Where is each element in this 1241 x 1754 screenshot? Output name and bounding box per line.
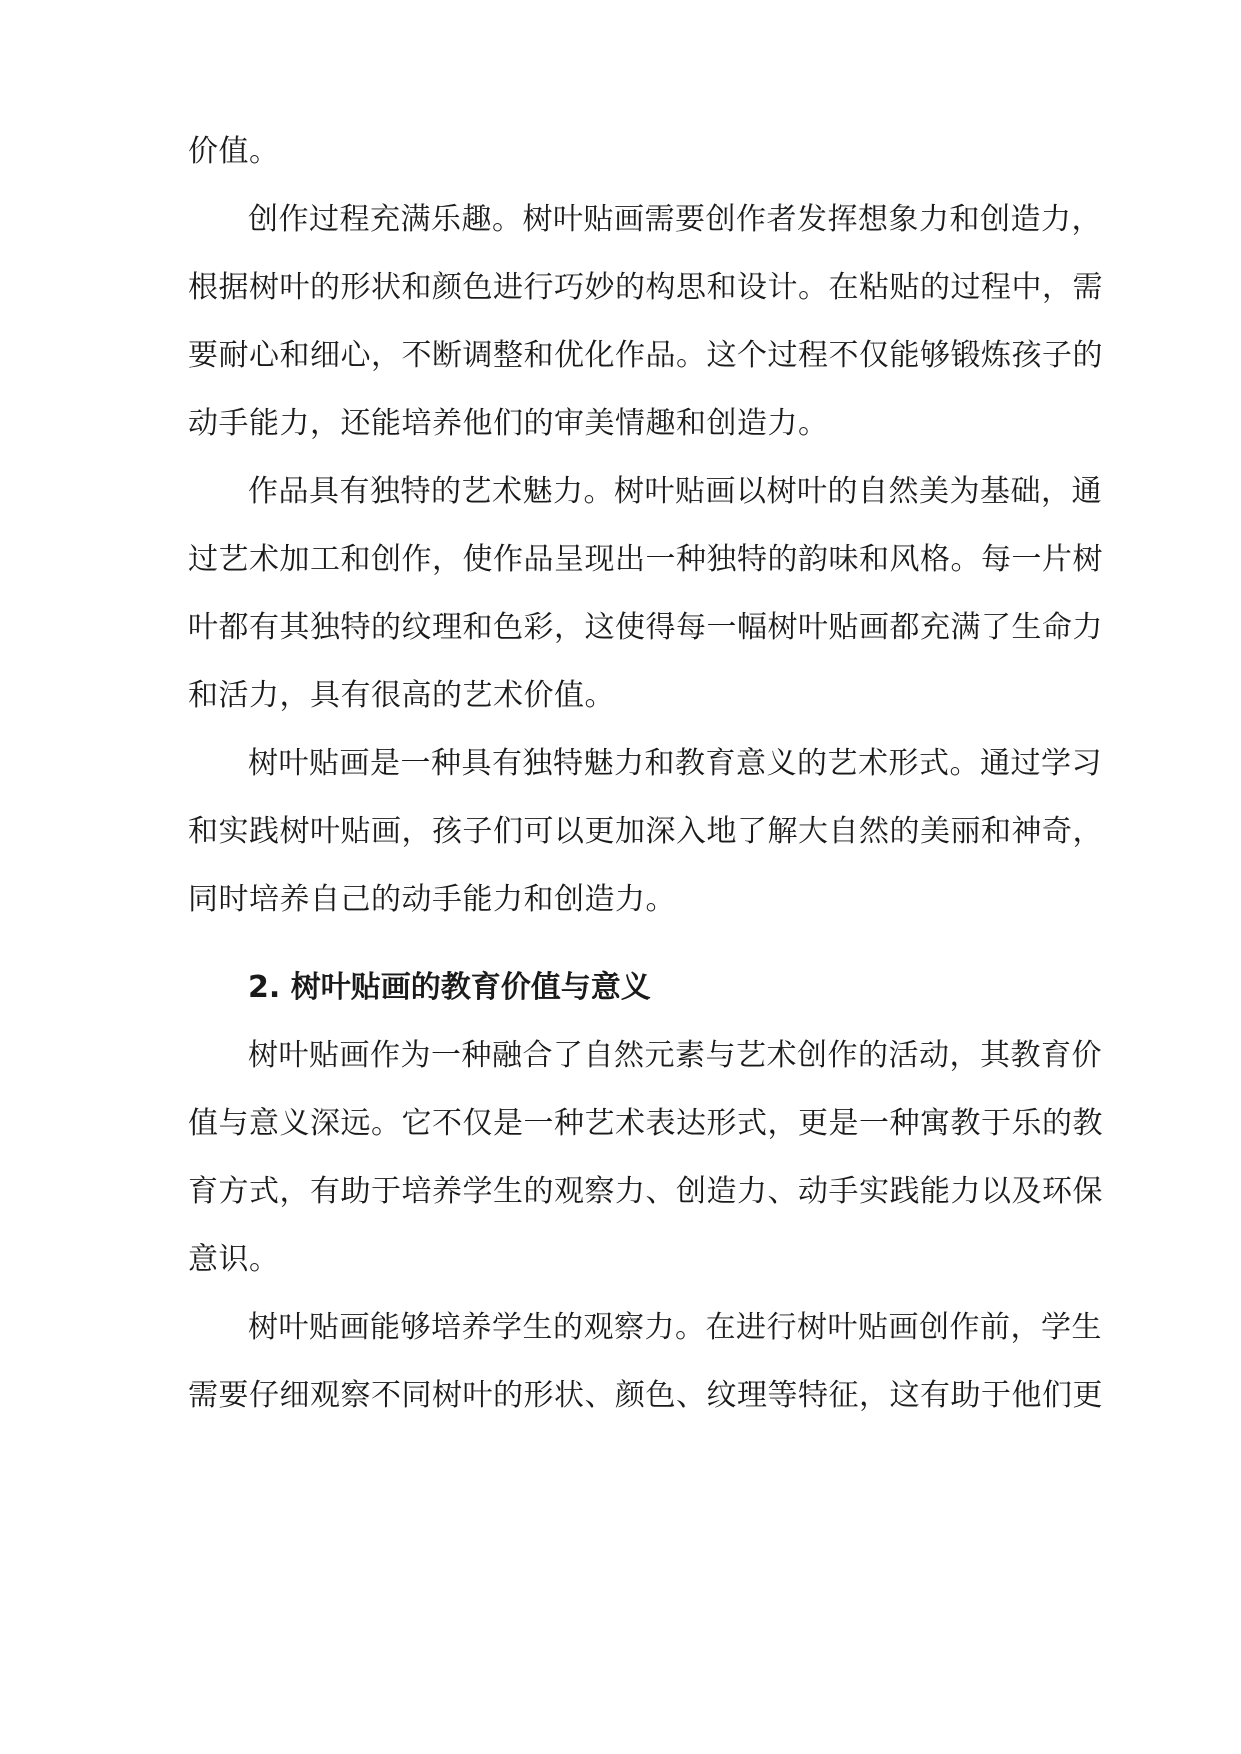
text-line: 意识。	[188, 1242, 280, 1277]
text-line: 需要仔细观察不同树叶的形状、颜色、纹理等特征，这有助于他们更	[188, 1378, 1103, 1413]
text-line: 树叶贴画是一种具有独特魅力和教育意义的艺术形式。通过学习	[248, 746, 1102, 781]
section-heading: 2. 树叶贴画的教育价值与意义	[248, 970, 651, 1005]
text-line: 育方式，有助于培养学生的观察力、创造力、动手实践能力以及环保	[188, 1174, 1103, 1209]
text-line: 作品具有独特的艺术魅力。树叶贴画以树叶的自然美为基础，通	[248, 474, 1102, 509]
text-line: 过艺术加工和创作，使作品呈现出一种独特的韵味和风格。每一片树	[188, 542, 1103, 577]
text-line: 和实践树叶贴画，孩子们可以更加深入地了解大自然的美丽和神奇，	[188, 814, 1103, 849]
text-line: 和活力，具有很高的艺术价值。	[188, 678, 615, 713]
text-line: 值与意义深远。它不仅是一种艺术表达形式，更是一种寓教于乐的教	[188, 1106, 1103, 1141]
text-line: 树叶贴画能够培养学生的观察力。在进行树叶贴画创作前，学生	[248, 1310, 1102, 1345]
text-line: 叶都有其独特的纹理和色彩，这使得每一幅树叶贴画都充满了生命力	[188, 610, 1103, 645]
text-line: 根据树叶的形状和颜色进行巧妙的构思和设计。在粘贴的过程中，需	[188, 270, 1103, 305]
text-line: 同时培养自己的动手能力和创造力。	[188, 882, 676, 917]
text-line: 树叶贴画作为一种融合了自然元素与艺术创作的活动，其教育价	[248, 1038, 1102, 1073]
text-line: 要耐心和细心，不断调整和优化作品。这个过程不仅能够锻炼孩子的	[188, 338, 1103, 373]
text-line: 创作过程充满乐趣。树叶贴画需要创作者发挥想象力和创造力，	[248, 202, 1102, 237]
text-line: 价值。	[188, 134, 280, 169]
text-line: 动手能力，还能培养他们的审美情趣和创造力。	[188, 406, 829, 441]
